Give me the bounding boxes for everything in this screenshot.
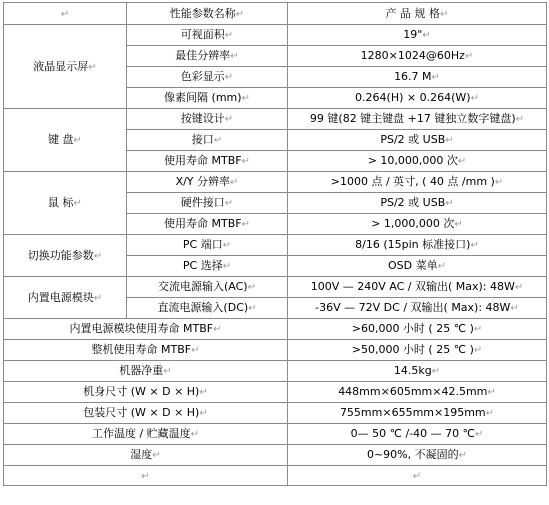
- return-icon: ↵: [224, 30, 234, 41]
- return-icon: ↵: [485, 408, 495, 419]
- return-icon: ↵: [445, 198, 454, 209]
- return-icon: ↵: [241, 156, 250, 167]
- group-cell-switch: 切换功能参数↵: [4, 235, 127, 277]
- return-icon: ↵: [248, 303, 257, 314]
- return-icon: ↵: [241, 93, 250, 104]
- merged-param-cell: 湿度↵: [4, 445, 288, 466]
- value-cell: >60,000 小时 ( 25 ℃ )↵: [288, 319, 547, 340]
- group-cell-power: 内置电源模块↵: [4, 277, 127, 319]
- merged-param-cell: 内置电源模块使用寿命 MTBF↵: [4, 319, 288, 340]
- param-cell: 直流电源输入(DC)↵: [127, 298, 288, 319]
- table-row: [4, 277, 547, 298]
- return-icon: ↵: [445, 135, 454, 146]
- group-cell-keyboard: 键 盘↵: [4, 109, 127, 172]
- value-cell: 0— 50 ℃ /-40 — 70 ℃↵: [288, 424, 547, 445]
- return-icon: ↵: [213, 324, 222, 335]
- table-row: [4, 319, 547, 340]
- value-cell: 8/16 (15pin 标准接口)↵: [288, 235, 547, 256]
- header-param-cell: 性能参数名称↵: [127, 3, 288, 25]
- value-cell: 1280×1024@60Hz↵: [288, 46, 547, 67]
- param-cell: 接口↵: [127, 130, 288, 151]
- return-icon: ↵: [458, 450, 468, 461]
- param-cell: 交流电源输入(AC)↵: [127, 277, 288, 298]
- return-icon: ↵: [515, 114, 525, 125]
- return-icon: ↵: [88, 61, 97, 73]
- return-icon: ↵: [464, 51, 474, 62]
- value-cell: > 10,000,000 次↵: [288, 151, 547, 172]
- table-row: [4, 109, 547, 130]
- merged-param-cell: 包装尺寸 (W × D × H)↵: [4, 403, 288, 424]
- param-cell: 色彩显示↵: [127, 67, 288, 88]
- table-row: [4, 172, 547, 193]
- return-icon: ↵: [230, 177, 239, 188]
- merged-param-cell: 工作温度 / 贮藏温度↵: [4, 424, 288, 445]
- table-row: [4, 25, 547, 46]
- return-icon: ↵: [473, 345, 483, 356]
- value-cell: 16.7 M↵: [288, 67, 547, 88]
- group-cell-lcd: 液晶显示屏↵: [4, 25, 127, 109]
- table-row: [4, 361, 547, 382]
- return-icon: ↵: [457, 156, 467, 167]
- return-icon: ↵: [93, 250, 103, 262]
- header-value-cell: 产 品 规 格↵: [288, 3, 547, 25]
- return-icon: ↵: [163, 366, 172, 377]
- return-icon: ↵: [222, 240, 232, 251]
- value-cell: 0.264(H) × 0.264(W)↵: [288, 88, 547, 109]
- return-icon: ↵: [60, 8, 70, 20]
- return-icon: ↵: [199, 408, 208, 419]
- table-row: [4, 340, 547, 361]
- return-icon: ↵: [514, 282, 524, 293]
- spec-table: [3, 2, 547, 486]
- value-cell: >50,000 小时 ( 25 ℃ )↵: [288, 340, 547, 361]
- return-icon: ↵: [474, 429, 484, 440]
- table-row: [4, 466, 547, 486]
- merged-param-cell: 机器净重↵: [4, 361, 288, 382]
- return-icon: ↵: [422, 30, 431, 41]
- return-icon: ↵: [431, 72, 440, 83]
- value-cell: 448mm×605mm×42.5mm↵: [288, 382, 547, 403]
- value-cell: 100V — 240V AC / 双输出( Max): 48W↵: [288, 277, 547, 298]
- param-cell: 按键设计↵: [127, 109, 288, 130]
- value-cell: >1000 点 / 英寸, ( 40 点 /mm )↵: [288, 172, 547, 193]
- return-icon: ↵: [440, 8, 449, 20]
- return-icon: ↵: [510, 303, 519, 314]
- value-cell: 99 键(82 键主键盘 +17 键独立数字键盘)↵: [288, 109, 547, 130]
- return-icon: ↵: [222, 261, 232, 272]
- param-cell: 可视面积↵: [127, 25, 288, 46]
- return-icon: ↵: [230, 51, 239, 62]
- param-cell: 使用寿命 MTBF↵: [127, 151, 288, 172]
- value-cell: 14.5kg↵: [288, 361, 547, 382]
- return-icon: ↵: [199, 387, 208, 398]
- return-icon: ↵: [247, 282, 256, 293]
- value-cell: 19"↵: [288, 25, 547, 46]
- value-cell: 755mm×655mm×195mm↵: [288, 403, 547, 424]
- return-icon: ↵: [454, 219, 463, 230]
- value-cell: PS/2 或 USB↵: [288, 130, 547, 151]
- return-icon: ↵: [191, 345, 200, 356]
- return-icon: ↵: [241, 219, 250, 230]
- return-icon: ↵: [494, 177, 504, 188]
- param-cell: 像素间隔 (mm)↵: [127, 88, 288, 109]
- value-cell: -36V — 72V DC / 双输出( Max): 48W↵: [288, 298, 547, 319]
- group-cell-mouse: 鼠 标↵: [4, 172, 127, 235]
- return-icon: ↵: [73, 135, 82, 146]
- return-icon: ↵: [152, 450, 161, 461]
- return-icon: ↵: [224, 198, 234, 209]
- table-header-row: [4, 3, 547, 25]
- return-icon: ↵: [473, 324, 483, 335]
- return-icon: ↵: [470, 93, 479, 104]
- param-cell: PC 选择↵: [127, 256, 288, 277]
- return-icon: ↵: [213, 135, 223, 146]
- return-icon: ↵: [437, 261, 446, 272]
- return-icon: ↵: [431, 366, 441, 377]
- table-row: [4, 445, 547, 466]
- table-row: [4, 382, 547, 403]
- table-row: [4, 403, 547, 424]
- return-icon: ↵: [235, 8, 245, 20]
- merged-param-cell: 机身尺寸 (W × D × H)↵: [4, 382, 288, 403]
- table-row: [4, 235, 547, 256]
- value-cell: 0~90%, 不凝固的↵: [288, 445, 547, 466]
- return-icon: ↵: [487, 387, 496, 398]
- value-cell: PS/2 或 USB↵: [288, 193, 547, 214]
- value-cell: OSD 菜单↵: [288, 256, 547, 277]
- table-row: [4, 424, 547, 445]
- return-icon: ↵: [224, 72, 234, 83]
- merged-param-cell: 整机使用寿命 MTBF↵: [4, 340, 288, 361]
- return-icon: ↵: [412, 470, 422, 482]
- return-icon: ↵: [190, 429, 200, 440]
- param-cell: X/Y 分辨率↵: [127, 172, 288, 193]
- return-icon: ↵: [93, 292, 103, 304]
- header-group-cell: [4, 3, 127, 25]
- return-icon: ↵: [470, 240, 479, 251]
- merged-param-cell: [4, 466, 288, 486]
- return-icon: ↵: [73, 198, 82, 209]
- param-cell: 使用寿命 MTBF↵: [127, 214, 288, 235]
- value-cell: > 1,000,000 次↵: [288, 214, 547, 235]
- value-cell: [288, 466, 547, 486]
- return-icon: ↵: [141, 470, 150, 482]
- param-cell: 硬件接口↵: [127, 193, 288, 214]
- return-icon: ↵: [224, 114, 234, 125]
- param-cell: 最佳分辨率↵: [127, 46, 288, 67]
- param-cell: PC 端口↵: [127, 235, 288, 256]
